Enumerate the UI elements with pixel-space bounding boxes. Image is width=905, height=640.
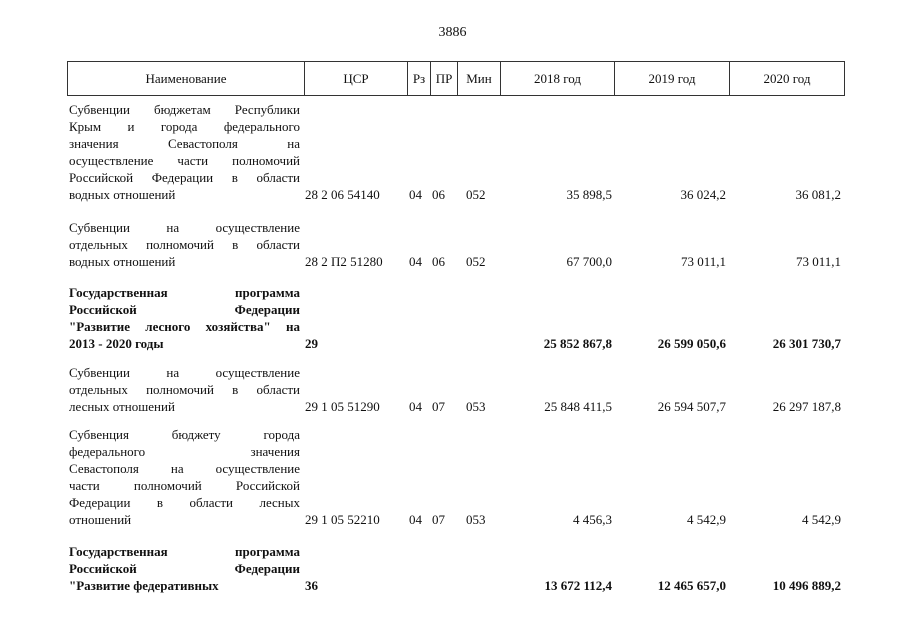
row-name-line: федерального значения [69, 444, 300, 459]
row-name-line: 2013 - 2020 годы [69, 336, 164, 351]
header-rz: Рз [407, 62, 430, 95]
row-name-line: Российской Федерации в области [69, 170, 300, 185]
header-2019: 2019 год [614, 62, 729, 95]
row-min: 053 [466, 512, 486, 527]
row-name-line: Крым и города федерального [69, 119, 300, 134]
row-2019: 73 011,1 [680, 254, 726, 269]
row-pr: 07 [432, 512, 445, 527]
row-name [69, 101, 300, 203]
row-csr: 36 [305, 578, 318, 593]
row-2019: 36 024,2 [680, 187, 726, 202]
row-name-line: "Развитие федеративных [69, 578, 219, 593]
row-2020: 4 542,9 [802, 512, 841, 527]
row-rz: 04 [409, 187, 422, 202]
row-csr: 29 1 05 52210 [305, 512, 380, 527]
row-2018: 25 848 411,5 [544, 399, 612, 414]
header-csr: ЦСР [304, 62, 407, 95]
row-name-line: Субвенция бюджету города [69, 427, 300, 442]
header-2018: 2018 год [500, 62, 614, 95]
row-2019: 12 465 657,0 [657, 578, 726, 593]
row-csr: 28 2 06 54140 [305, 187, 380, 202]
row-name [69, 219, 300, 270]
row-name-line: осуществление части полномочий [69, 153, 300, 168]
row-2020: 26 301 730,7 [772, 336, 841, 351]
row-name-line: Российской Федерации [69, 302, 300, 317]
row-rz: 04 [409, 399, 422, 414]
row-rz: 04 [409, 512, 422, 527]
row-name-line: водных отношений [69, 254, 176, 269]
row-name [69, 284, 300, 352]
row-name [69, 426, 300, 528]
row-name-line: "Развитие лесного хозяйства" на [69, 319, 300, 334]
row-2018: 35 898,5 [566, 187, 612, 202]
row-pr: 06 [432, 187, 445, 202]
row-csr: 29 [305, 336, 318, 351]
row-min: 052 [466, 187, 486, 202]
header-min: Мин [457, 62, 500, 95]
header-name: Наименование [145, 71, 227, 86]
row-2018: 13 672 112,4 [544, 578, 612, 593]
row-csr: 29 1 05 51290 [305, 399, 380, 414]
row-name-line: Государственная программа [69, 285, 300, 300]
header-2020: 2020 год [729, 62, 844, 95]
row-name-line: Субвенции на осуществление [69, 220, 300, 235]
row-2018: 67 700,0 [566, 254, 612, 269]
page-number: 3886 [438, 25, 467, 40]
header-pr: ПР [430, 62, 457, 95]
row-name-line: отдельных полномочий в области [69, 237, 300, 252]
row-2018: 25 852 867,8 [543, 336, 612, 351]
row-name-line: отдельных полномочий в области [69, 382, 300, 397]
row-name-line: лесных отношений [69, 399, 175, 414]
row-min: 052 [466, 254, 486, 269]
row-2018: 4 456,3 [573, 512, 612, 527]
row-name-line: Российской Федерации [69, 561, 300, 576]
row-name-line: Севастополя на осуществление [69, 461, 300, 476]
row-2019: 26 599 050,6 [657, 336, 726, 351]
row-name-line: водных отношений [69, 187, 176, 202]
row-2020: 36 081,2 [795, 187, 841, 202]
row-2020: 26 297 187,8 [772, 399, 841, 414]
row-name-line: значения Севастополя на [69, 136, 300, 151]
row-name [69, 364, 300, 415]
row-csr: 28 2 П2 51280 [305, 254, 383, 269]
row-min: 053 [466, 399, 486, 414]
row-name-line: части полномочий Российской [69, 478, 300, 493]
row-name-line: Субвенции бюджетам Республики [69, 102, 300, 117]
row-rz: 04 [409, 254, 422, 269]
row-pr: 07 [432, 399, 445, 414]
row-2020: 73 011,1 [795, 254, 841, 269]
row-name [69, 543, 300, 594]
row-name-line: Государственная программа [69, 544, 300, 559]
row-2020: 10 496 889,2 [772, 578, 841, 593]
table-header [67, 61, 845, 96]
row-2019: 4 542,9 [687, 512, 726, 527]
row-pr: 06 [432, 254, 445, 269]
row-name-line: Субвенции на осуществление [69, 365, 300, 380]
row-2019: 26 594 507,7 [657, 399, 726, 414]
row-name-line: Федерации в области лесных [69, 495, 300, 510]
row-name-line: отношений [69, 512, 132, 527]
